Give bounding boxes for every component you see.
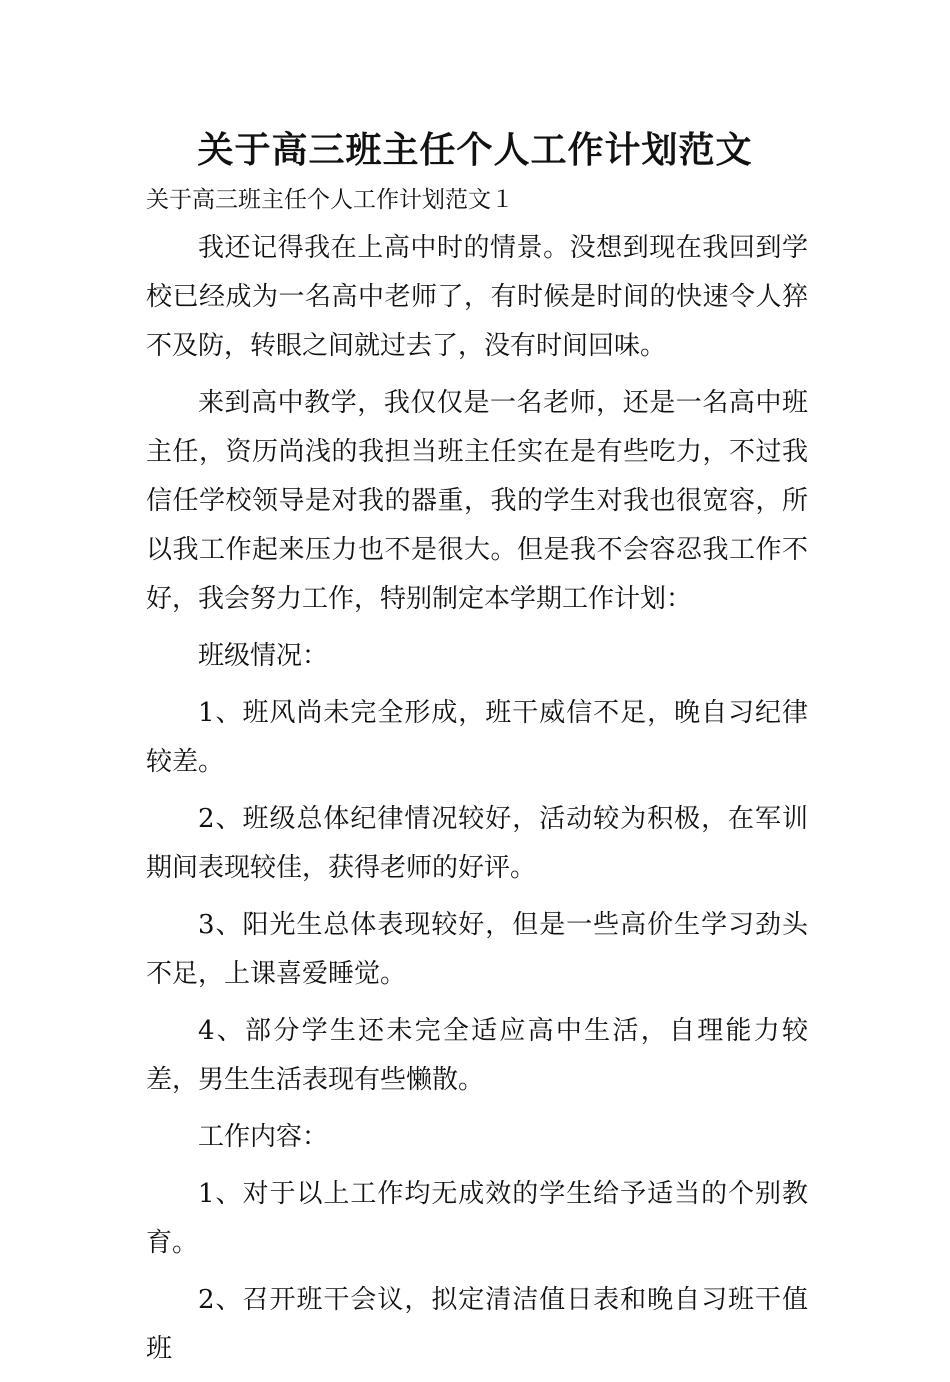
document-title: 关于高三班主任个人工作计划范文 xyxy=(197,129,753,171)
section-heading: 工作内容： xyxy=(198,1122,329,1152)
document-body xyxy=(146,224,808,1382)
list-item: 3、阳光生总体表现较好，但是一些高价生学习劲头不足，上课喜爱睡觉。 xyxy=(146,910,808,989)
list-item: 1、对于以上工作均无成效的学生给予适当的个别教育。 xyxy=(146,1179,808,1258)
paragraph: 来到高中教学，我仅仅是一名老师，还是一名高中班主任，资历尚浅的我担当班主任实在是有些吃力，不过我信任学校领导是对我的器重，我的学生对我也很宽容，所以我工作起来压力也不是很大。但是我不会容忍我工作不好，我会努力工作，特别制定本学期工作计划： xyxy=(146,388,808,614)
list-item: 2、召开班干会议，拟定清洁值日表和晚自习班干值班 xyxy=(146,1285,808,1364)
section-heading: 班级情况： xyxy=(198,641,329,671)
document-subtitle: 关于高三班主任个人工作计划范文１ xyxy=(146,187,514,213)
paragraph: 我还记得我在上高中时的情景。没想到现在我回到学校已经成为一名高中老师了，有时候是时间的快速令人猝不及防，转眼之间就过去了，没有时间回味。 xyxy=(146,233,808,361)
list-item: 2、班级总体纪律情况较好，活动较为积极，在军训期间表现较佳，获得老师的好评。 xyxy=(146,804,808,883)
list-item: 1、班风尚未完全形成，班干威信不足，晚自习纪律较差。 xyxy=(146,698,808,777)
list-item: 4、部分学生还未完全适应高中生活，自理能力较差，男生生活表现有些懒散。 xyxy=(146,1016,808,1095)
